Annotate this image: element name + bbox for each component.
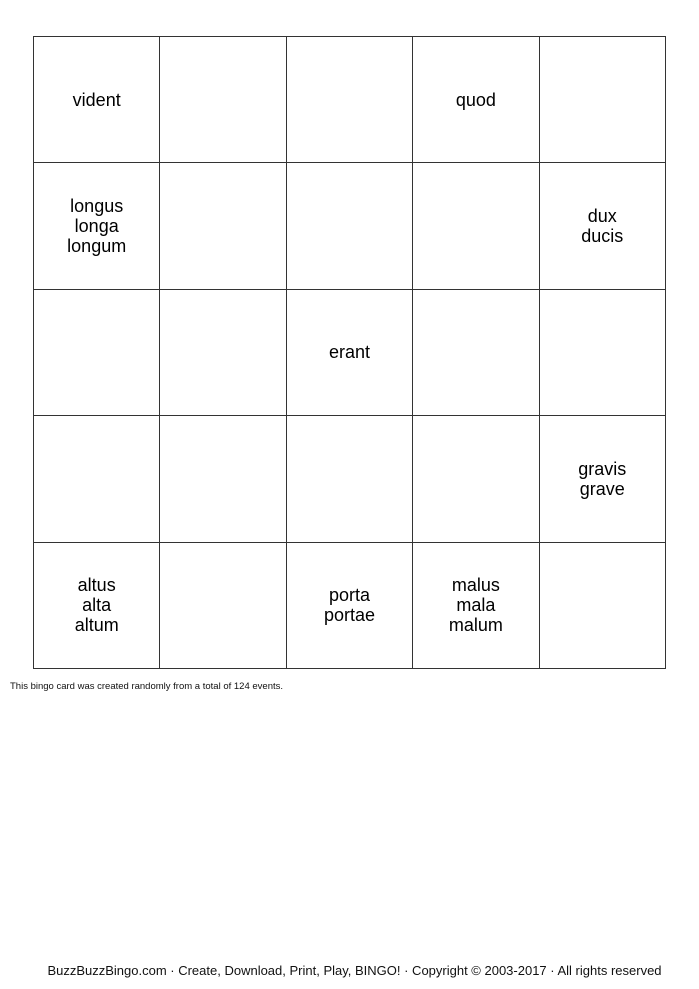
bingo-cell-r1-c4: [413, 37, 539, 163]
cell-line: grave: [579, 478, 625, 499]
bingo-card-grid: [33, 36, 666, 669]
cell-text: [324, 585, 375, 625]
bingo-cell-r1-c1: [34, 37, 160, 163]
cell-line: malus: [451, 575, 500, 596]
bingo-cell-r5-c4: [413, 543, 539, 669]
bingo-cell-r1-c3: [287, 37, 413, 163]
bingo-cell-r4-c1: [34, 416, 160, 542]
bingo-cell-r1-c2: [160, 37, 286, 163]
cell-line: portae: [323, 605, 376, 626]
bingo-cell-r3-c3: [287, 290, 413, 416]
cell-line: longum: [67, 236, 127, 257]
bingo-cell-r2-c2: [160, 163, 286, 289]
bingo-cell-r5-c5: [540, 543, 666, 669]
cell-text: [75, 575, 119, 635]
cell-text: [67, 196, 126, 256]
cell-text: [73, 90, 121, 110]
bingo-cell-r4-c3: [287, 416, 413, 542]
cell-line: altus: [77, 575, 116, 596]
bingo-cell-r3-c5: [540, 290, 666, 416]
cell-line: mala: [456, 595, 496, 616]
cell-text: [456, 90, 496, 110]
cell-text: [578, 459, 626, 499]
cell-line: alta: [82, 595, 112, 616]
bingo-cell-r4-c5: [540, 416, 666, 542]
cell-line: ducis: [581, 226, 624, 247]
cell-text: [581, 206, 623, 246]
bingo-cell-r2-c5: [540, 163, 666, 289]
bingo-cell-r5-c1: [34, 543, 160, 669]
bingo-cell-r3-c4: [413, 290, 539, 416]
bingo-cell-r5-c2: [160, 543, 286, 669]
cell-line: quod: [455, 89, 496, 110]
bingo-cell-r1-c5: [540, 37, 666, 163]
cell-line: longus: [70, 196, 124, 217]
card-note: This bingo card was created randomly from a total of 124 events.: [10, 681, 283, 692]
bingo-cell-r5-c3: [287, 543, 413, 669]
bingo-cell-r2-c4: [413, 163, 539, 289]
cell-line: dux: [587, 206, 617, 227]
cell-line: porta: [328, 585, 370, 606]
cell-line: erant: [328, 342, 370, 363]
bingo-cell-r4-c2: [160, 416, 286, 542]
bingo-cell-r2-c1: [34, 163, 160, 289]
bingo-cell-r4-c4: [413, 416, 539, 542]
cell-line: malum: [448, 615, 503, 636]
cell-line: altum: [74, 615, 119, 636]
bingo-cell-r3-c1: [34, 290, 160, 416]
cell-line: gravis: [578, 458, 627, 479]
bingo-cell-r3-c2: [160, 290, 286, 416]
page-footer: BuzzBuzzBingo.com · Create, Download, Print, Play, BINGO! · Copyright © 2003-2017 · All rights reserved: [47, 963, 662, 978]
cell-text: [329, 342, 370, 362]
cell-line: longa: [74, 216, 119, 237]
bingo-cell-r2-c3: [287, 163, 413, 289]
cell-text: [449, 575, 503, 635]
cell-line: vident: [72, 89, 121, 110]
